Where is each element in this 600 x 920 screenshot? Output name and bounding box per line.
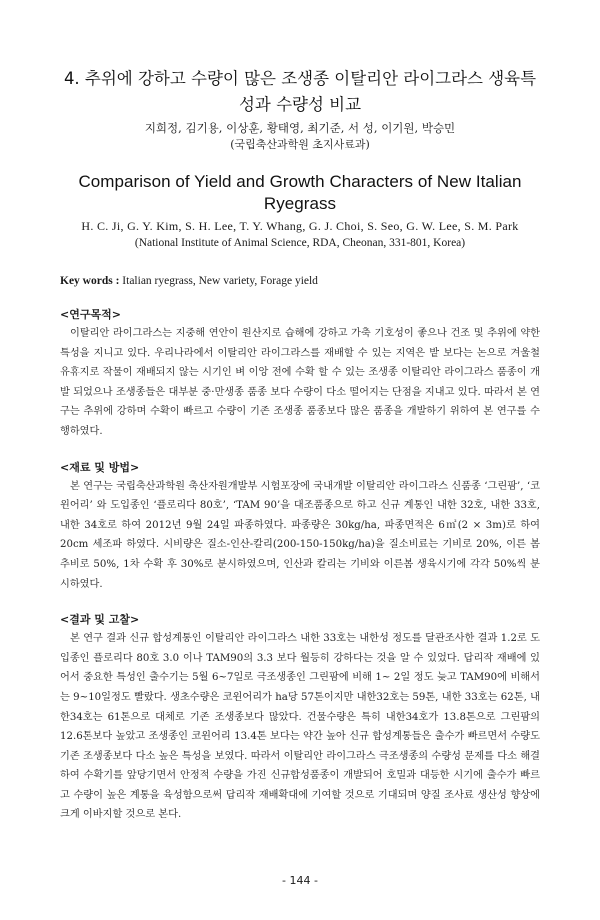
paper-title-english: Comparison of Yield and Growth Characters of New Italian Ryegrass bbox=[78, 172, 522, 213]
keywords-line bbox=[60, 273, 540, 289]
section-materials-methods bbox=[60, 460, 540, 595]
section-heading: <결과 및 고찰> bbox=[60, 613, 140, 627]
paper-page bbox=[0, 66, 600, 920]
author-list-english: H. C. Ji, G. Y. Kim, S. H. Lee, T. Y. Whang, G. J. Choi, S. Seo, G. W. Lee, S. M. Park bbox=[81, 219, 519, 233]
section-heading: <재료 및 방법> bbox=[60, 460, 140, 474]
section-paragraph: 본 연구 결과 신규 합성계통인 이탈리안 라이그라스 내한 33호는 내한성 정도를 달관조사한 결과 1.2로 도입종인 플로리다 80호 3.0 이나 TAM90의 3.3 보다 월등히 강하다는 것을 알 수 있었다. 답리작 재배에 있어서 중요한 특성인 출수기는 5월 6~7일로 극조생종인 그린팜에 비해 1~ 2일 정도 늦고 TAM90에 비해서는 9~10일정도 빨랐다. 생초수량은 코윈어리가 ha당 57톤이지만 내한32호는 59톤, 내한 33호는 62톤, 내한34호는 61톤으로 대체로 기존 조생종보다 많았다. 건물수량은 특히 내한34호가 13.8톤으로 그린팜의 12.6톤보다 높았고 조생종인 코윈어리 13.4톤 보다는 약간 높아 신규 합성계통들은 출수가 빠르면서 수량도 기존 조생종보다 다소 높은 특성을 보였다. 따라서 이탈리안 라이그라스 극조생종의 수량성 문제를 다소 해결하여 수확기를 앞당기면서 안정적 수량을 가진 신규합성품종이 개발되어 호밀과 대등한 시기에 출수가 빠르고 수량이 높은 계통을 육성함으로써 답리작 재배확대에 기여할 것으로 기대되며 양질 조사료 생산성 향상에 크게 이바지할 것으로 본다. bbox=[60, 633, 540, 821]
section-paragraph: 이탈리안 라이그라스는 지중해 연안이 원산지로 습해에 강하고 가축 기호성이 좋으나 건조 및 추위에 약한 특성을 지니고 있다. 우리나라에서 이탈리안 라이그라스를 재배할 수 있는 지역은 밭 보다는 논으로 겨울철 유휴지로 작물이 재배되지 않는 시기인 벼 이앙 전에 수확 할 수 있는 조생종 이탈리안 라이그라스 품종이 개발 되었으나 조생종들은 대부분 중·만생종 품종 보다 수량이 다소 떨어지는 단점을 지내고 있다. 따라서 본 연구는 추위에 강하며 수확이 빠르고 수량이 기존 조생종 품종보다 많은 품종을 개발하기 위하여 본 연구를 수행하였다. bbox=[60, 328, 540, 437]
page-number: - 144 - bbox=[282, 874, 318, 887]
paper-title-korean: 4. 추위에 강하고 수량이 많은 조생종 이탈리안 라이그라스 생육특성과 수량성 비교 bbox=[63, 69, 537, 114]
section-paragraph: 본 연구는 국립축산과학원 축산자원개발부 시험포장에 국내개발 이탈리안 라이그라스 신품종 ‘그린팜’, ‘코윈어리’ 와 도입종인 ‘플로리다 80호’, ‘TAM 90’을 대조품종으로 하고 신규 계통인 내한 32호, 내한 33호, 내한 34호로 하여 2012년 9월 24일 파종하였다. 파종량은 30kg/ha, 파종면적은 6㎡(2 × 3m)로 하여 20cm 세조파 하였다. 시비량은 질소-인산-칼리(200-150-150kg/ha)을 질소비료는 기비로 20%, 이른 봄 추비로 50%, 1차 수확 후 30%로 분시하였으며, 인산과 칼리는 기비와 이른봄 생육시기에 각각 50%씩 분시하였다. bbox=[60, 480, 540, 590]
section-results-discussion bbox=[60, 612, 540, 825]
author-list-korean: 지희정, 김기용, 이상훈, 황태영, 최기준, 서 성, 이기원, 박승민 bbox=[144, 121, 456, 135]
affiliation-korean: (국립축산과학원 초지사료과) bbox=[230, 138, 370, 151]
keywords-label: Key words : bbox=[60, 275, 120, 287]
keywords-text: Italian ryegrass, New variety, Forage yield bbox=[122, 275, 318, 287]
section-objective bbox=[60, 307, 540, 442]
section-heading: <연구목적> bbox=[60, 308, 121, 321]
affiliation-english: (National Institute of Animal Science, RDA, Cheonan, 331-801, Korea) bbox=[134, 237, 466, 249]
